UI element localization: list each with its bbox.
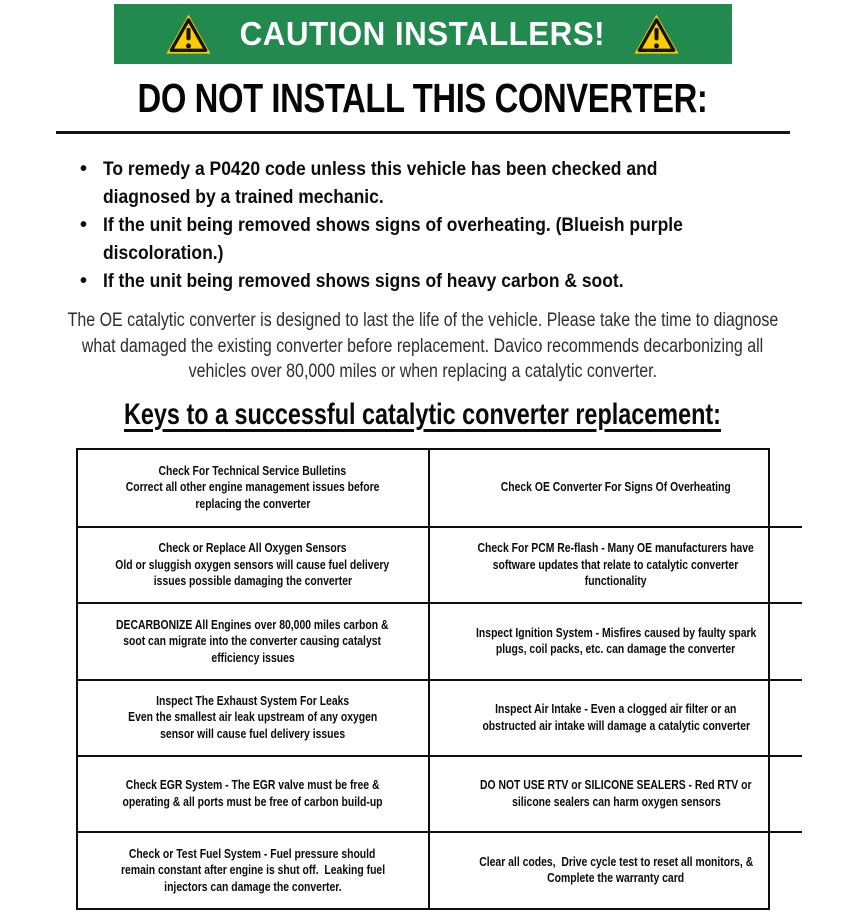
- warning-bullet-list: [78, 156, 845, 296]
- bullet-line: diagnosed by a trained mechanic.: [103, 187, 384, 208]
- bullet-line: • To remedy a P0420 code unless this vehicle has been checked and: [103, 159, 658, 180]
- cell-line: replacing the converter: [195, 495, 311, 511]
- table-cell-clear-codes: [428, 833, 803, 907]
- cell-line: silicone sealers can harm oxygen sensors: [511, 793, 721, 809]
- table-cell-ignition-system: [428, 604, 803, 678]
- table-cell-air-intake: [428, 681, 803, 755]
- table-row: [78, 831, 803, 907]
- cell-line: Inspect Air Intake - Even a clogged air filter or an: [495, 701, 737, 717]
- cell-line: Check For PCM Re-flash - Many OE manufacturers have: [477, 540, 755, 556]
- paragraph-line: The OE catalytic converter is designed to last the life of the vehicle. Please take the time to diagnose: [67, 310, 778, 331]
- table-row: [78, 755, 803, 831]
- cell-line: Inspect Ignition System - Misfires caused by faulty spark: [475, 624, 757, 640]
- cell-line: injectors can damage the converter.: [163, 878, 342, 894]
- cell-line: efficiency issues: [210, 649, 295, 665]
- caution-banner: [114, 4, 732, 64]
- cell-line: plugs, coil packs, etc. can damage the converter: [496, 641, 736, 657]
- table-row: [78, 450, 803, 526]
- cell-line: Old or sluggish oxygen sensors will cause fuel delivery: [115, 556, 390, 572]
- paragraph-line: what damaged the existing converter before replacement. Davico recommends decarbonizing all: [81, 335, 764, 357]
- cell-line: remain constant after engine is shut off. Leaking fuel: [120, 862, 385, 878]
- cell-line: Check or Test Fuel System - Fuel pressure should: [129, 845, 376, 861]
- warning-triangle-icon: [633, 13, 680, 56]
- bullet-line: discoloration.): [103, 243, 224, 264]
- table-cell-oe-overheating: [428, 450, 803, 526]
- cell-line: Check OE Converter For Signs Of Overheating: [501, 479, 732, 495]
- cell-line: Inspect The Exhaust System For Leaks: [156, 692, 350, 708]
- tips-table: [76, 448, 770, 910]
- table-cell-oxygen-sensors: [78, 528, 428, 602]
- table-cell-exhaust-leaks: [78, 681, 428, 755]
- cell-line: DO NOT USE RTV or SILICONE SEALERS - Red RTV or: [480, 777, 752, 793]
- bullet-item: [78, 268, 845, 296]
- cell-line: obstructed air intake will damage a catalytic converter: [482, 717, 750, 733]
- cell-line: soot can migrate into the converter causing catalyst: [123, 633, 382, 649]
- cell-line: Even the smallest air leak upstream of any oxygen: [128, 709, 378, 725]
- cell-line: operating & all ports must be free of carbon build-up: [122, 793, 383, 809]
- bullet-item: [78, 212, 845, 268]
- cell-line: functionality: [585, 573, 647, 589]
- table-cell-pcm-reflash: [428, 528, 803, 602]
- cell-line: issues possible damaging the converter: [153, 573, 352, 589]
- cell-line: Correct all other engine management issues before: [125, 479, 380, 495]
- table-cell-fuel-system: [78, 833, 428, 907]
- table-cell-decarbonize: [78, 604, 428, 678]
- cell-line: Check For Technical Service Bulletins: [158, 462, 347, 478]
- cell-line: software updates that relate to catalytic converter: [493, 556, 739, 572]
- divider-line: [56, 131, 790, 134]
- banner-title: CAUTION INSTALLERS!: [239, 15, 606, 52]
- bullet-line: • If the unit being removed shows signs of heavy carbon & soot.: [103, 271, 624, 292]
- table-row: [78, 526, 803, 602]
- cell-line: Check EGR System - The EGR valve must be free &: [125, 777, 380, 793]
- table-cell-no-rtv-sealers: [428, 757, 803, 831]
- cell-line: DECARBONIZE All Engines over 80,000 miles carbon &: [116, 616, 389, 632]
- table-cell-egr-system: [78, 757, 428, 831]
- table-row: [78, 679, 803, 755]
- warning-triangle-icon: [165, 13, 212, 56]
- warning-heading: DO NOT INSTALL THIS CONVERTER:: [137, 75, 708, 121]
- advisory-paragraph: [0, 308, 845, 385]
- cell-line: Complete the warranty card: [547, 870, 685, 886]
- table-cell-tsb: [78, 450, 428, 526]
- paragraph-line: vehicles over 80,000 miles or when replacing a catalytic converter.: [188, 361, 657, 382]
- cell-line: sensor will cause fuel delivery issues: [160, 725, 346, 741]
- cell-line: Clear all codes, Drive cycle test to reset all monitors, &: [479, 853, 754, 869]
- cell-line: Check or Replace All Oxygen Sensors: [158, 540, 347, 556]
- bullet-line: • If the unit being removed shows signs of overheating. (Blueish purple: [103, 215, 683, 236]
- table-row: [78, 602, 803, 678]
- keys-heading: Keys to a successful catalytic converter replacement:: [124, 397, 721, 431]
- bullet-item: [78, 156, 845, 212]
